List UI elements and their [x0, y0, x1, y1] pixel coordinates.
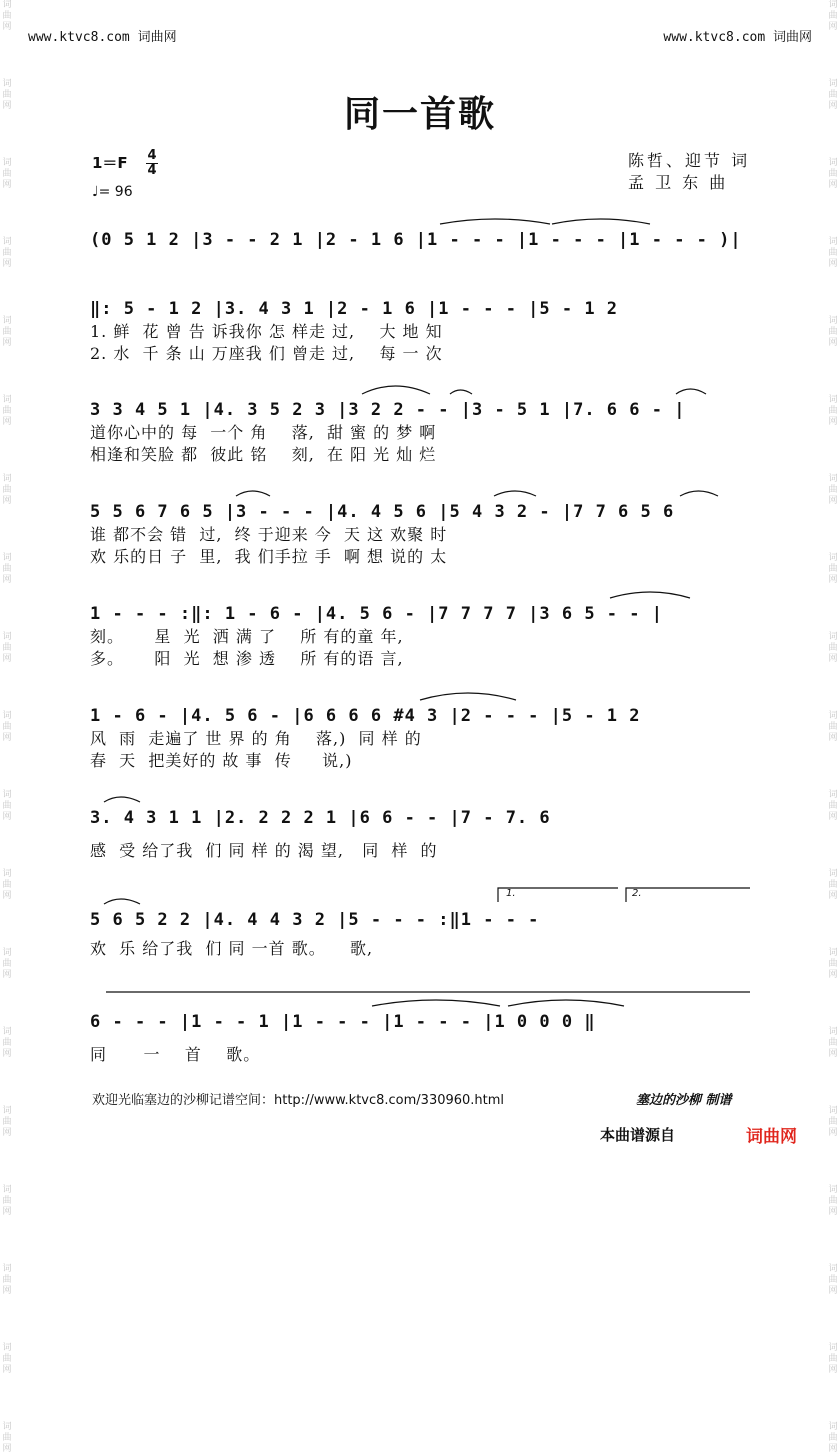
watermark-text: 词 曲 网: [2, 1185, 12, 1217]
slur-mark: [676, 389, 706, 394]
watermark-text: 词 曲 网: [828, 790, 838, 822]
lyric-verse-1: 风 雨 走遍了 世 界 的 角 落,) 同 样 的: [90, 729, 422, 748]
slur-mark: [104, 899, 140, 904]
volta-second: 2.: [632, 888, 642, 899]
slur-mark: [420, 693, 516, 700]
watermark-text: 词 曲 网: [828, 316, 838, 348]
watermark-text: 词 曲 网: [2, 1264, 12, 1296]
watermark-text: 词 曲 网: [828, 79, 838, 111]
watermark-text: 词 曲 网: [2, 711, 12, 743]
slur-mark: [610, 592, 690, 598]
header-site-right[interactable]: www.ktvc8.com 词曲网: [663, 30, 812, 45]
slur-mark: [680, 491, 718, 496]
watermark-text: 词 曲 网: [828, 869, 838, 901]
composer-credit: 孟 卫 东 曲: [628, 173, 729, 192]
slur-mark: [104, 797, 140, 802]
watermark-text: 词 曲 网: [2, 948, 12, 980]
volta-first: 1.: [506, 888, 516, 899]
watermark-text: 词 曲 网: [2, 158, 12, 190]
notes-line: 3. 4 3 1 1 |2. 2 2 2 1 |6 6 - - |7 - 7. 6: [90, 808, 551, 828]
time-signature-bottom: 4: [147, 163, 157, 178]
watermark-text: 词 曲 网: [828, 1264, 838, 1296]
notes-line: 3 3 4 5 1 |4. 3 5 2 3 |3 2 2 - - |3 - 5 1 |7. 6 6 - |: [90, 400, 686, 420]
lyric-verse-1: 道你心中的 每 一个 角 落, 甜 蜜 的 梦 啊: [90, 423, 437, 442]
slur-mark: [450, 390, 472, 394]
lyric-line: 欢 乐 给了我 们 同 一首 歌。 歌,: [90, 939, 374, 958]
watermark-text: 词 曲 网: [828, 948, 838, 980]
slur-mark: [236, 491, 270, 496]
watermark-text: 词 曲 网: [2, 395, 12, 427]
lyric-verse-2: 相逢和笑脸 都 彼此 铭 刻, 在 阳 光 灿 烂: [90, 445, 437, 464]
source-label: 本曲谱源自: [600, 1126, 676, 1144]
watermark-text: 词 曲 网: [828, 158, 838, 190]
footer-welcome[interactable]: 欢迎光临塞边的沙柳记谱空间：http://www.ktvc8.com/330960.html: [92, 1093, 505, 1108]
tempo-marking: ♩= 96: [92, 184, 133, 200]
key-signature: 1＝F: [92, 154, 128, 172]
watermark-text: 词 曲 网: [2, 869, 12, 901]
slur-mark: [494, 491, 536, 496]
watermark-text: 词 曲 网: [2, 1106, 12, 1138]
watermark-text: 词 曲 网: [2, 790, 12, 822]
footer-signature: 塞边的沙柳 制谱: [636, 1093, 732, 1108]
source-brand-link[interactable]: 词曲网: [746, 1127, 797, 1147]
tie-mark: [440, 219, 550, 224]
lyricist-credit: 陈哲、迎节 词: [628, 151, 751, 170]
tie-mark: [508, 1000, 624, 1006]
watermark-text: 词 曲 网: [2, 316, 12, 348]
watermark-text: 词 曲 网: [2, 632, 12, 664]
watermark-text: 词 曲 网: [828, 1106, 838, 1138]
notes-line: 1 - - - :‖: 1 - 6 - |4. 5 6 - |7 7 7 7 |3 6 5 - - |: [90, 604, 663, 624]
lyric-verse-2: 春 天 把美好的 故 事 传 说,): [90, 751, 353, 770]
lyric-verse-2: 多。 阳 光 想 渗 透 所 有的语 言,: [90, 649, 404, 668]
lyric-verse-1: 刻。 星 光 洒 满 了 所 有的童 年,: [90, 627, 404, 646]
watermark-text: 词 曲 网: [2, 1027, 12, 1059]
tie-mark: [552, 219, 650, 224]
watermark-text: 词 曲 网: [828, 1185, 838, 1217]
lyric-verse-1: 1. 鲜 花 曾 告 诉我你 怎 样走 过, 大 地 知: [90, 322, 443, 341]
volta-bracket-second: [626, 888, 750, 902]
notes-line: (0 5 1 2 |3 - - 2 1 |2 - 1 6 |1 - - - |1 - - - |1 - - - )|: [90, 230, 742, 250]
watermark-text: 词 曲 网: [828, 1027, 838, 1059]
watermark-text: 词 曲 网: [828, 474, 838, 506]
lyric-verse-2: 欢 乐的日 子 里, 我 们手拉 手 啊 想 说的 太: [90, 547, 448, 566]
slur-mark: [362, 386, 430, 394]
notes-line: 6 - - - |1 - - 1 |1 - - - |1 - - - |1 0 0 0 ‖: [90, 1012, 596, 1032]
watermark-text: 词 曲 网: [828, 0, 838, 32]
watermark-text: 词 曲 网: [828, 237, 838, 269]
lyric-verse-2: 2. 水 千 条 山 万座我 们 曾走 过, 每 一 次: [90, 344, 443, 363]
watermark-text: 词 曲 网: [2, 1343, 12, 1375]
watermark-text: 词 曲 网: [2, 79, 12, 111]
watermark-text: 词 曲 网: [828, 1422, 838, 1454]
watermark-text: 词 曲 网: [828, 711, 838, 743]
song-title: 同一首歌: [343, 93, 496, 135]
watermark-text: 词 曲 网: [828, 395, 838, 427]
watermark-text: 词 曲 网: [2, 237, 12, 269]
notes-line: ‖: 5 - 1 2 |3. 4 3 1 |2 - 1 6 |1 - - - |5 - 1 2: [90, 299, 619, 319]
volta-bracket-first: [498, 888, 618, 902]
watermark-text: 词 曲 网: [828, 1343, 838, 1375]
lyric-verse-1: 谁 都不会 错 过, 终 于迎来 今 天 这 欢聚 时: [90, 525, 448, 544]
lyric-line: 感 受 给了我 们 同 样 的 渴 望, 同 样 的: [90, 841, 438, 860]
lyric-line: 同 一 首 歌。: [90, 1045, 261, 1064]
watermark-text: 词 曲 网: [2, 553, 12, 585]
notes-line: 5 6 5 2 2 |4. 4 4 3 2 |5 - - - :‖1 - - -: [90, 910, 540, 930]
watermark-text: 词 曲 网: [828, 632, 838, 664]
watermark-text: 词 曲 网: [2, 1422, 12, 1454]
tie-mark: [372, 1000, 500, 1006]
header-site-left[interactable]: www.ktvc8.com 词曲网: [28, 30, 177, 45]
watermark-text: 词 曲 网: [2, 474, 12, 506]
time-signature-top: 4: [147, 148, 157, 163]
notes-line: 5 5 6 7 6 5 |3 - - - |4. 4 5 6 |5 4 3 2 - |7 7 6 5 6: [90, 502, 675, 522]
notes-line: 1 - 6 - |4. 5 6 - |6 6 6 6 #4 3 |2 - - - |5 - 1 2: [90, 706, 641, 726]
watermark-text: 词 曲 网: [2, 0, 12, 32]
watermark-text: 词 曲 网: [828, 553, 838, 585]
